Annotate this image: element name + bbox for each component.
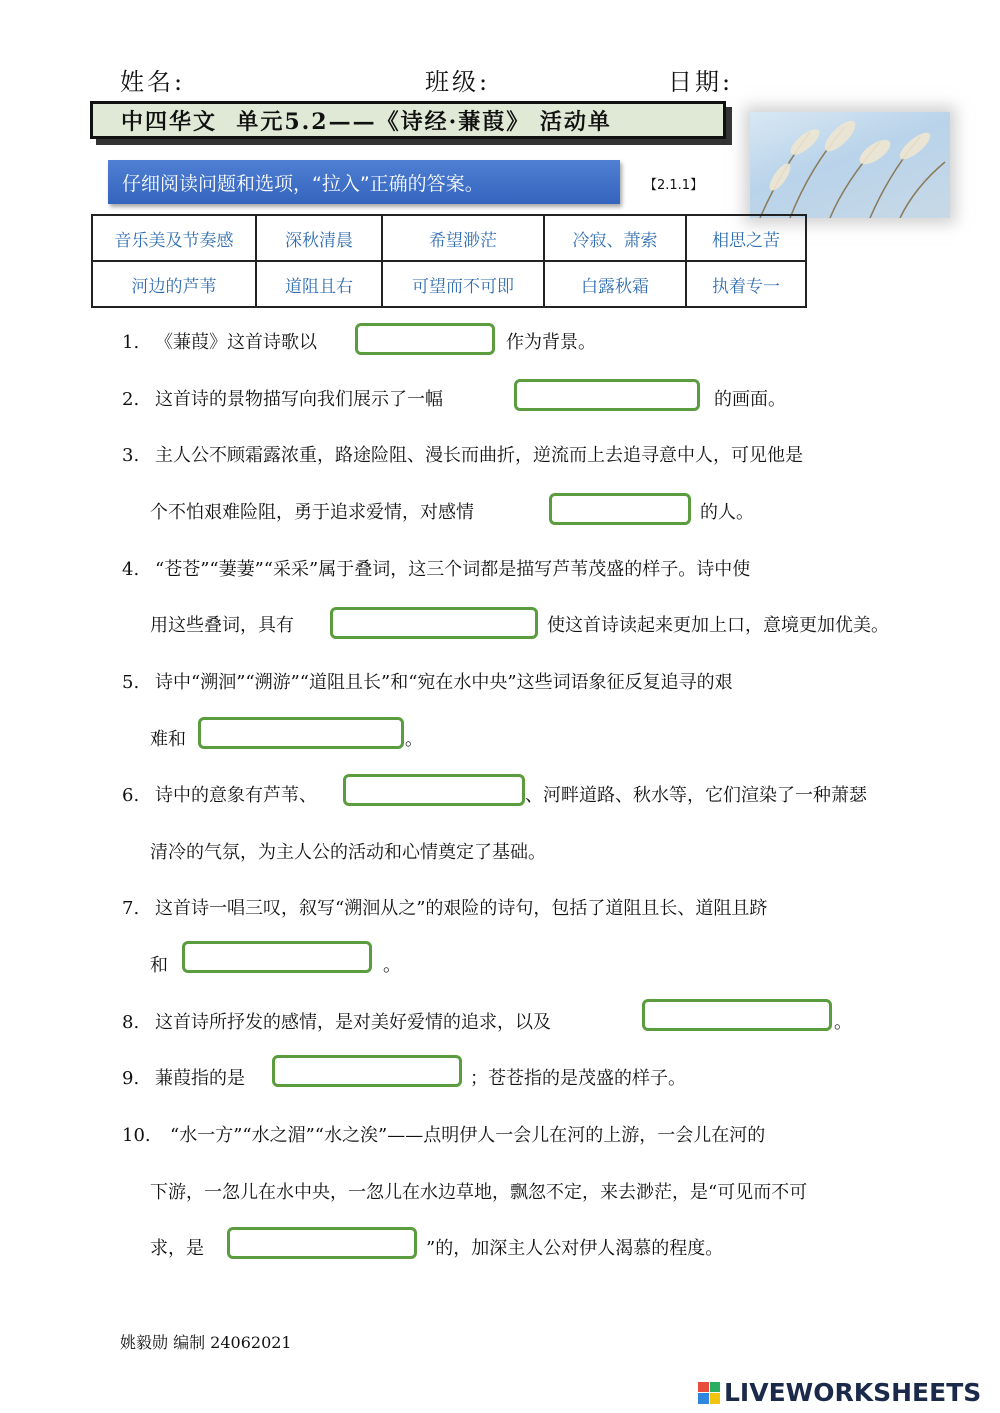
liveworksheets-logo-text: LIVEWORKSHEETS xyxy=(724,1378,982,1407)
question-text: “苍苍”“萋萋”“采采”属于叠词，这三个词都是描写芦苇茂盛的样子。诗中使 xyxy=(155,559,751,580)
word-option[interactable]: 音乐美及节奏感 xyxy=(92,215,256,261)
word-option[interactable]: 相思之苦 xyxy=(686,215,806,261)
question-text: “水一方”“水之湄”“水之涘”——点明伊人一会儿在河的上游，一会儿在河的 xyxy=(170,1125,766,1146)
word-option[interactable]: 可望而不可即 xyxy=(382,261,544,307)
question-text: 。 xyxy=(834,1012,852,1033)
date-label: 日期: xyxy=(668,68,734,96)
liveworksheets-logo xyxy=(698,1378,981,1407)
instruction-text: 仔细阅读问题和选项，“拉入”正确的答案。 xyxy=(122,172,484,195)
word-option[interactable]: 希望渺茫 xyxy=(382,215,544,261)
question-text: 主人公不顾霜露浓重，路途险阻、漫长而曲折，逆流而上去追寻意中人，可见他是 xyxy=(155,445,803,466)
word-option[interactable]: 执着专一 xyxy=(686,261,806,307)
word-option[interactable]: 道阻且右 xyxy=(256,261,382,307)
answer-blank-10[interactable] xyxy=(227,1227,417,1259)
question-text: 这首诗一唱三叹，叙写“溯洄从之”的艰险的诗句，包括了道阻且长、道阻且跻 xyxy=(155,898,768,919)
question-number: 2. xyxy=(122,389,140,410)
worksheet-title xyxy=(90,101,726,139)
question-number: 4. xyxy=(122,559,140,580)
question-text: 求，是 xyxy=(150,1238,204,1259)
word-bank-row xyxy=(92,261,806,307)
question-text: 诗中的意象有芦苇、 xyxy=(155,785,317,806)
author-credit: 姚毅勋 编制 24062021 xyxy=(120,1333,292,1352)
instruction-banner xyxy=(108,160,620,204)
answer-blank-4[interactable] xyxy=(330,607,538,639)
question-text: 。 xyxy=(405,729,423,750)
question-number: 3. xyxy=(122,445,140,466)
question-text: 《蒹葭》这首诗歌以 xyxy=(155,332,317,353)
question-number: 8. xyxy=(122,1012,140,1033)
standard-code: 【2.1.1】 xyxy=(644,178,704,193)
word-option[interactable]: 冷寂、萧索 xyxy=(544,215,686,261)
question-text: 个不怕艰难险阻，勇于追求爱情，对感情 xyxy=(150,502,474,523)
question-text: 、河畔道路、秋水等，它们渲染了一种萧瑟 xyxy=(525,785,867,806)
word-option[interactable]: 深秋清晨 xyxy=(256,215,382,261)
question-number: 9. xyxy=(122,1068,140,1089)
question-text: 用这些叠词，具有 xyxy=(150,615,294,636)
question-text: ”的，加深主人公对伊人渴慕的程度。 xyxy=(426,1238,724,1259)
reed-photo xyxy=(750,112,950,218)
answer-blank-7[interactable] xyxy=(182,941,372,973)
question-text: 。 xyxy=(383,955,401,976)
word-bank-row xyxy=(92,215,806,261)
question-text: 作为背景。 xyxy=(506,332,596,353)
liveworksheets-logo-icon xyxy=(698,1382,720,1404)
question-text: 的画面。 xyxy=(714,389,786,410)
question-number: 6. xyxy=(122,785,140,806)
question-number: 7. xyxy=(122,898,140,919)
answer-blank-1[interactable] xyxy=(355,323,495,355)
answer-blank-8[interactable] xyxy=(642,999,832,1031)
question-text: 下游，一忽儿在水中央，一忽儿在水边草地，飘忽不定，来去渺茫，是“可见而不可 xyxy=(150,1182,808,1203)
answer-blank-2[interactable] xyxy=(514,379,700,411)
question-text: 这首诗所抒发的感情，是对美好爱情的追求，以及 xyxy=(155,1012,551,1033)
question-text: 难和 xyxy=(150,729,186,750)
class-label: 班级: xyxy=(425,68,491,96)
question-text: 和 xyxy=(150,955,168,976)
question-text: 的人。 xyxy=(700,502,754,523)
answer-blank-5[interactable] xyxy=(198,717,404,749)
question-text: 诗中“溯洄”“溯游”“道阻且长”和“宛在水中央”这些词语象征反复追寻的艰 xyxy=(155,672,733,693)
word-option[interactable]: 河边的芦苇 xyxy=(92,261,256,307)
word-option[interactable]: 白露秋霜 xyxy=(544,261,686,307)
question-number: 1. xyxy=(122,332,140,353)
question-text: ；苍苍指的是茂盛的样子。 xyxy=(470,1068,686,1089)
name-label: 姓名: xyxy=(120,68,186,96)
worksheet-title-text: 中四华文 单元5.2——《诗经·蒹葭》 活动单 xyxy=(121,108,612,135)
question-text: 蒹葭指的是 xyxy=(155,1068,245,1089)
question-number: 10. xyxy=(122,1125,151,1146)
question-text: 这首诗的景物描写向我们展示了一幅 xyxy=(155,389,443,410)
answer-blank-6[interactable] xyxy=(343,774,525,806)
question-number: 5. xyxy=(122,672,140,693)
answer-blank-9[interactable] xyxy=(272,1055,462,1087)
answer-blank-3[interactable] xyxy=(549,493,691,525)
question-text: 使这首诗读起来更加上口，意境更加优美。 xyxy=(547,615,889,636)
word-bank xyxy=(91,214,807,308)
question-text: 清冷的气氛，为主人公的活动和心情奠定了基础。 xyxy=(150,842,546,863)
